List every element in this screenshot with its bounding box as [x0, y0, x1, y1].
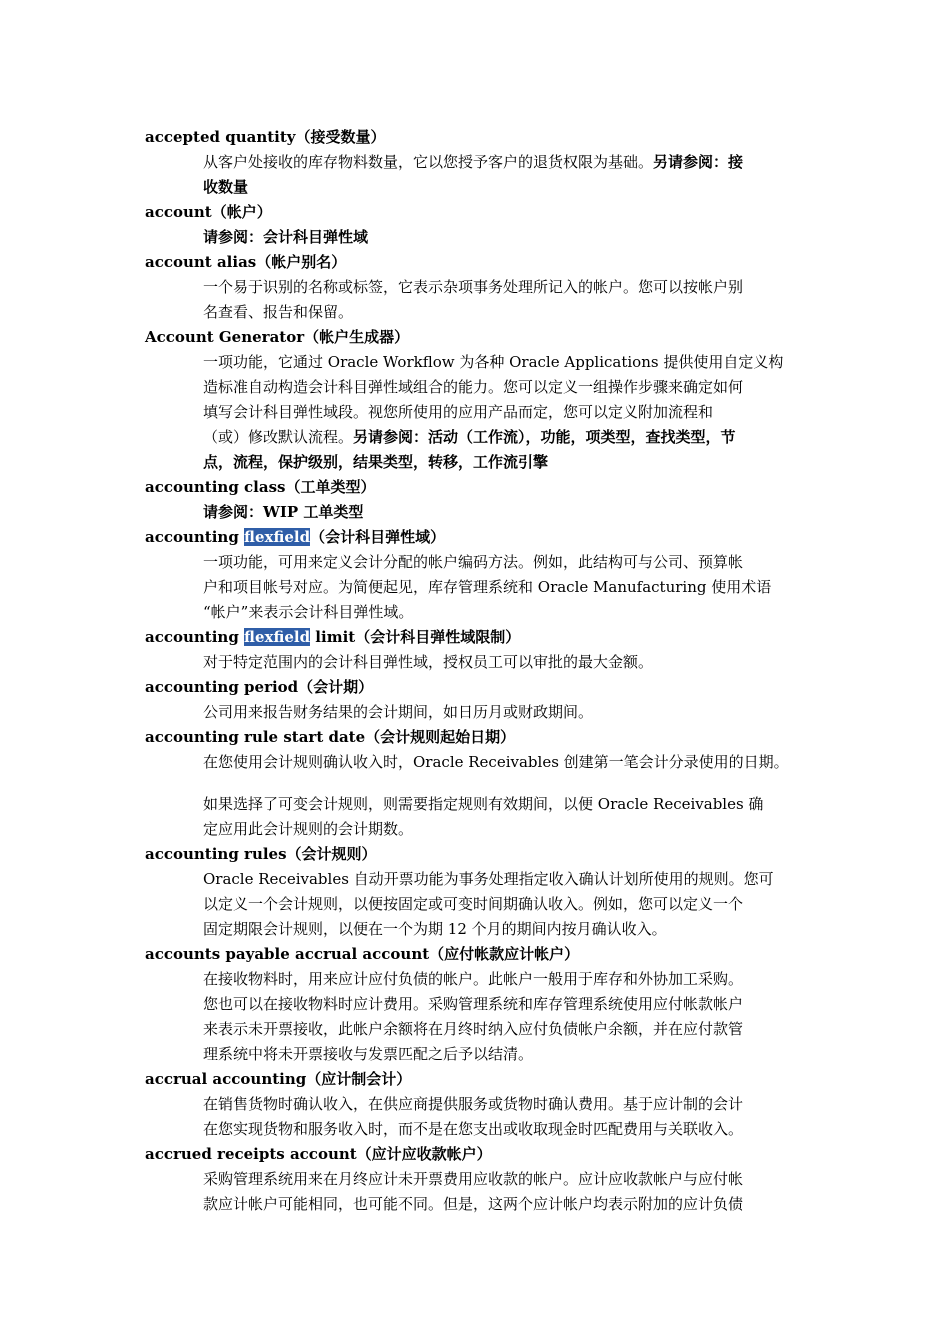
definition-text: 在您使用会计规则确认收入时，Oracle Receivables 创建第一笔会计分录使用的日期。	[203, 753, 789, 771]
definition-line	[203, 375, 813, 400]
glossary-definition	[203, 275, 813, 325]
definition-line	[203, 967, 813, 992]
definition-text: 造标准自动构造会计科目弹性域组合的能力。您可以定义一组操作步骤来确定如何	[203, 378, 744, 396]
definition-text: 公司用来报告财务结果的会计期间，如日历月或财政期间。	[203, 703, 594, 721]
definition-text: 一个易于识别的名称或标签，它表示杂项事务处理所记入的帐户。您可以按帐户别	[203, 278, 744, 296]
term-text: accounting class（工单类型）	[145, 478, 376, 496]
term-text: limit（会计科目弹性域限制）	[310, 628, 521, 646]
definition-text: 来表示未开票接收，此帐户余额将在月终时纳入应付负债帐户余额，并在应付款管	[203, 1020, 744, 1038]
glossary-definition	[203, 967, 813, 1067]
glossary-definition	[203, 1167, 813, 1217]
definition-text: 在销售货物时确认收入，在供应商提供服务或货物时确认费用。基于应计制的会计	[203, 1095, 744, 1113]
definition-line	[203, 550, 813, 575]
definition-text: （或）修改默认流程。	[203, 428, 354, 446]
term-text: accounting period（会计期）	[145, 678, 374, 696]
definition-line	[203, 700, 813, 725]
definition-text: 在接收物料时，用来应计应付负债的帐户。此帐户一般用于库存和外协加工采购。	[203, 970, 744, 988]
definition-text: 您也可以在接收物料时应计费用。采购管理系统和库存管理系统使用应付帐款帐户	[203, 995, 744, 1013]
definition-line	[203, 867, 813, 892]
definition-text: 以定义一个会计规则，以便按固定或可变时间期确认收入。例如，您可以定义一个	[203, 895, 744, 913]
glossary-definition	[203, 867, 813, 942]
glossary-term	[145, 250, 950, 275]
term-text: accounting rules（会计规则）	[145, 845, 377, 863]
glossary-term	[145, 125, 950, 150]
definition-text: 对于特定范围内的会计科目弹性域，授权员工可以审批的最大金额。	[203, 653, 654, 671]
definition-text: 填写会计科目弹性域段。视您所使用的应用产品而定，您可以定义附加流程和	[203, 403, 714, 421]
definition-line	[203, 792, 813, 817]
term-text: （会计科目弹性域）	[310, 528, 446, 546]
glossary-term	[145, 675, 950, 700]
definition-text: 如果选择了可变会计规则，则需要指定规则有效期间，以便 Oracle Receivables 确	[203, 795, 764, 813]
search-highlight: flexfield	[244, 628, 311, 646]
term-text: accrual accounting（应计制会计）	[145, 1070, 412, 1088]
definition-line	[203, 600, 813, 625]
definition-line	[203, 275, 813, 300]
glossary-term	[145, 1142, 950, 1167]
definition-line	[203, 1167, 813, 1192]
term-text: accounting rule start date（会计规则起始日期）	[145, 728, 516, 746]
definition-text: 在您实现货物和服务收入时，而不是在您支出或收取现金时匹配费用与关联收入。	[203, 1120, 744, 1138]
glossary-definition	[203, 150, 813, 200]
glossary-term	[145, 942, 950, 967]
definition-text: Oracle Receivables 自动开票功能为事务处理指定收入确认计划所使用的规则。您可	[203, 870, 774, 888]
glossary-term	[145, 1067, 950, 1092]
glossary-definition	[203, 700, 813, 725]
definition-line	[203, 175, 813, 200]
glossary-document	[0, 125, 950, 1217]
definition-line	[203, 300, 813, 325]
cross-reference-text: 请参阅：会计科目弹性域	[203, 228, 369, 246]
definition-line	[203, 350, 813, 375]
definition-text: 从客户处接收的库存物料数量，它以您授予客户的退货权限为基础。	[203, 153, 654, 171]
definition-text: 款应计帐户可能相同，也可能不同。但是，这两个应计帐户均表示附加的应计负债	[203, 1195, 744, 1213]
term-text: account alias（帐户别名）	[145, 253, 347, 271]
term-text: accrued receipts account（应计应收款帐户）	[145, 1145, 492, 1163]
term-text: accepted quantity（接受数量）	[145, 128, 386, 146]
glossary-term	[145, 475, 950, 500]
definition-text: 户和项目帐号对应。为简便起见，库存管理系统和 Oracle Manufacturing 使用术语	[203, 578, 772, 596]
glossary-definition	[203, 550, 813, 625]
glossary-definition	[203, 225, 813, 250]
glossary-term	[145, 200, 950, 225]
definition-line	[203, 750, 813, 775]
glossary-definition	[203, 350, 813, 475]
definition-line	[203, 992, 813, 1017]
term-text: accounts payable accrual account（应付帐款应计帐户）	[145, 945, 580, 963]
definition-text: 理系统中将未开票接收与发票匹配之后予以结清。	[203, 1045, 534, 1063]
glossary-definition	[203, 1092, 813, 1142]
definition-text: 固定期限会计规则，以便在一个为期 12 个月的期间内按月确认收入。	[203, 920, 667, 938]
cross-reference-text: 另请参阅：活动（工作流），功能，项类型，查找类型，节	[353, 428, 736, 446]
definition-text: “帐户”来表示会计科目弹性域。	[203, 603, 414, 621]
definition-line	[203, 1117, 813, 1142]
definition-line	[203, 1192, 813, 1217]
glossary-definition	[203, 500, 813, 525]
cross-reference-text: 另请参阅：接	[653, 153, 744, 171]
definition-line	[203, 450, 813, 475]
definition-line	[203, 892, 813, 917]
term-text: account（帐户）	[145, 203, 272, 221]
definition-text: 名查看、报告和保留。	[203, 303, 354, 321]
search-highlight: flexfield	[244, 528, 311, 546]
definition-line	[203, 500, 813, 525]
term-text: accounting	[145, 628, 245, 646]
definition-line	[203, 150, 813, 175]
glossary-definition	[203, 750, 813, 842]
definition-line	[203, 225, 813, 250]
term-text: accounting	[145, 528, 245, 546]
glossary-term	[145, 725, 950, 750]
definition-text: 定应用此会计规则的会计期数。	[203, 820, 414, 838]
cross-reference-text: 点，流程，保护级别，结果类型，转移，工作流引擎	[203, 453, 549, 471]
definition-line	[203, 1042, 813, 1067]
definition-line	[203, 400, 813, 425]
definition-line	[203, 425, 813, 450]
glossary-definition	[203, 650, 813, 675]
definition-text: 一项功能，可用来定义会计分配的帐户编码方法。例如，此结构可与公司、预算帐	[203, 553, 744, 571]
definition-line	[203, 1017, 813, 1042]
definition-line	[203, 575, 813, 600]
definition-line	[203, 817, 813, 842]
paragraph-gap	[203, 775, 813, 792]
glossary-term	[145, 625, 950, 650]
cross-reference-text: 收数量	[203, 178, 249, 196]
definition-line	[203, 650, 813, 675]
glossary-term	[145, 525, 950, 550]
cross-reference-text: 请参阅：WIP 工单类型	[203, 503, 364, 521]
definition-text: 采购管理系统用来在月终应计未开票费用应收款的帐户。应计应收款帐户与应付帐	[203, 1170, 744, 1188]
glossary-term	[145, 325, 950, 350]
term-text: Account Generator（帐户生成器）	[145, 328, 410, 346]
definition-line	[203, 1092, 813, 1117]
definition-line	[203, 917, 813, 942]
definition-text: 一项功能，它通过 Oracle Workflow 为各种 Oracle Applications 提供使用自定义构	[203, 353, 784, 371]
glossary-term	[145, 842, 950, 867]
